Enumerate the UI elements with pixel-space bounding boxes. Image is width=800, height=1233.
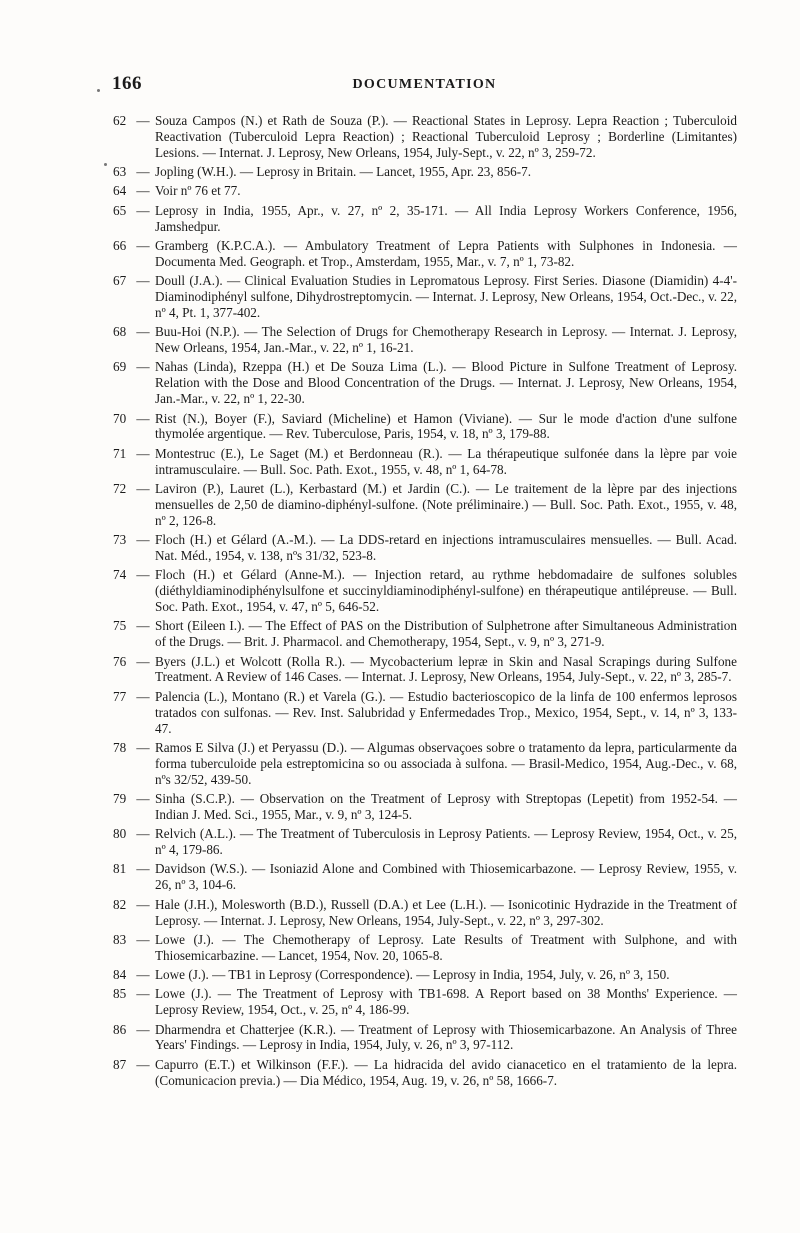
- entry-number: 74: [113, 567, 127, 583]
- entry-text: Lowe (J.). — The Treatment of Leprosy with TB1-698. A Report based on 38 Months' Experience. — Leprosy Review, 1954, Oct., v. 25, nº 4, 186-99.: [155, 986, 737, 1018]
- entry-number: 68: [113, 324, 127, 340]
- entry-text: Voir nº 76 et 77.: [155, 183, 241, 199]
- entry-text: Buu-Hoi (N.P.). — The Selection of Drugs for Chemotherapy Research in Leprosy. — Internat. J. Leprosy, New Orleans, 1954, Jan.-Mar., v. 22, nº 1, 16-21.: [155, 324, 737, 356]
- entry-number: 63: [113, 164, 127, 180]
- entry-text: Souza Campos (N.) et Rath de Souza (P.). — Reactional States in Leprosy. Lepra Reaction ; Tuberculoid Reactivation (Tuberculoid Lepra Reaction) ; Reactional Tuberculoid Leprosy ; Borderline (Limitantes) Lesions. — Internat. J. Leprosy, New Orleans, 1954, July-Sept., v. 22, nº 3, 259-72.: [155, 113, 737, 160]
- entry-dash: —: [136, 273, 150, 289]
- entry-number: 64: [113, 183, 127, 199]
- entry-text: Nahas (Linda), Rzeppa (H.) et De Souza Lima (L.). — Blood Picture in Sulfone Treatment of Leprosy. Relation with the Dose and Blood Concentration of the Drugs. — Internat. J. Leprosy, New Orleans, 1954, Jan.-Mar., v. 22, nº 1, 22-30.: [155, 359, 737, 407]
- entry-number: 84: [113, 967, 127, 982]
- entry-dash: —: [136, 359, 150, 375]
- entry-text: Gramberg (K.P.C.A.). — Ambulatory Treatment of Lepra Patients with Sulphones in Indonesia. — Documenta Med. Geograph. et Trop., Amsterdam, 1955, Mar., v. 7, nº 1, 73-82.: [155, 237, 737, 269]
- entry-dash: —: [136, 688, 150, 704]
- page-number: 166: [112, 73, 142, 94]
- entry-dash: —: [136, 618, 150, 634]
- bibliography-entry: [113, 532, 737, 564]
- entry-number: 76: [113, 653, 127, 669]
- running-head: DOCUMENTATION: [352, 77, 497, 92]
- bibliography-entry: [113, 791, 737, 823]
- bibliography-entry: [113, 481, 737, 529]
- entry-text: Floch (H.) et Gélard (A.-M.). — La DDS-retard en injections intramusculaires mensuelles. — Bull. Acad. Nat. Méd., 1954, v. 138, nºs 31/32, 523-8.: [155, 532, 737, 563]
- entry-number: 82: [113, 896, 127, 912]
- entry-dash: —: [136, 653, 150, 669]
- bibliography-entry: [113, 618, 737, 650]
- bibliography-entry: [113, 1022, 737, 1054]
- entry-dash: —: [136, 445, 150, 461]
- bibliography-entry: [113, 986, 737, 1018]
- bibliography-entry: [113, 654, 737, 686]
- bibliography-entry: [113, 411, 737, 443]
- entry-dash: —: [136, 967, 150, 982]
- entry-number: 86: [113, 1021, 127, 1037]
- scan-speck: [97, 89, 100, 92]
- entry-dash: —: [136, 164, 150, 180]
- entry-text: Byers (J.L.) et Wolcott (Rolla R.). — Mycobacterium lepræ in Skin and Nasal Scrapings during Sulfone Treatment. A Review of 146 Cases. — Internat. J. Leprosy, New Orleans, 1954, July-Sept., v. 22, nº 3, 285-7.: [155, 653, 737, 685]
- bibliography-entry: [113, 567, 737, 615]
- entry-number: 85: [113, 986, 127, 1002]
- bibliography-entry: [113, 359, 737, 407]
- bibliography-entry: [113, 932, 737, 964]
- bibliography-entry: [113, 324, 737, 356]
- entry-dash: —: [136, 986, 150, 1002]
- bibliography-entry: [113, 740, 737, 788]
- entry-text: Relvich (A.L.). — The Treatment of Tuberculosis in Leprosy Patients. — Leprosy Review, 1954, Oct., v. 25, nº 4, 179-86.: [155, 826, 737, 858]
- entry-dash: —: [136, 896, 150, 912]
- entry-text: Dharmendra et Chatterjee (K.R.). — Treatment of Leprosy with Thiosemicarbazone. An Analysis of Three Years' Findings. — Leprosy in India, 1954, July, v. 26, nº 3, 97-112.: [155, 1021, 737, 1053]
- bibliography-entry: [113, 203, 737, 235]
- entry-text: Laviron (P.), Lauret (L.), Kerbastard (M.) et Jardin (C.). — Le traitement de la lèpre par des injections mensuelles de 2,50 de diamino-diphényl-sulfone. (Note préliminaire.) — Bull. Soc. Path. Exot., 1955, v. 48, nº 2, 126-8.: [155, 480, 737, 528]
- entry-dash: —: [136, 324, 150, 340]
- entry-dash: —: [136, 826, 150, 842]
- entry-dash: —: [136, 861, 150, 877]
- entry-text: Sinha (S.C.P.). — Observation on the Treatment of Leprosy with Streptopas (Lepetit) from 1952-54. — Indian J. Med. Sci., 1955, Mar., v. 9, nº 3, 124-5.: [155, 790, 737, 822]
- entry-number: 75: [113, 618, 127, 634]
- bibliography-entry: [113, 113, 737, 161]
- entry-number: 87: [113, 1056, 127, 1072]
- entry-number: 80: [113, 826, 127, 842]
- entry-number: 81: [113, 861, 127, 877]
- bibliography-list: [113, 113, 737, 1092]
- entry-number: 73: [113, 532, 127, 548]
- entry-text: Palencia (L.), Montano (R.) et Varela (G.). — Estudio bacterioscopico de la linfa de 100 enfermos leprosos tratados con sulfonas. — Rev. Inst. Salubridad y Enfermedades Trop., Mexico, 1954, Sept., v. 14, nº 3, 133-47.: [155, 688, 737, 736]
- entry-text: Lowe (J.). — TB1 in Leprosy (Correspondence). — Leprosy in India, 1954, July, v. 26, nº 3, 150.: [155, 967, 670, 982]
- entry-number: 77: [113, 688, 127, 704]
- entry-dash: —: [136, 1056, 150, 1072]
- bibliography-entry: [113, 897, 737, 929]
- entry-dash: —: [136, 480, 150, 496]
- entry-dash: —: [136, 1021, 150, 1037]
- entry-text: Montestruc (E.), Le Saget (M.) et Berdonneau (R.). — La thérapeutique sulfonée dans la lèpre par voie intramusculaire. — Bull. Soc. Path. Exot., 1955, v. 48, nº 1, 64-78.: [155, 445, 737, 477]
- bibliography-entry: [113, 273, 737, 321]
- entry-text: Leprosy in India, 1955, Apr., v. 27, nº 2, 35-171. — All India Leprosy Workers Conference, 1956, Jamshedpur.: [155, 202, 737, 234]
- entry-dash: —: [136, 931, 150, 947]
- entry-dash: —: [136, 183, 150, 199]
- entry-text: Floch (H.) et Gélard (Anne-M.). — Injection retard, au rythme hebdomadaire de sulfones solubles (diéthyldiaminodiphénylsulfone et succinyldiaminodiphényl-sulfone) en thérapeutique antilépreuse. — Bull. Soc. Path. Exot., 1954, v. 47, nº 5, 646-52.: [155, 567, 737, 615]
- entry-dash: —: [136, 532, 150, 548]
- entry-dash: —: [136, 202, 150, 218]
- entry-text: Jopling (W.H.). — Leprosy in Britain. — Lancet, 1955, Apr. 23, 856-7.: [155, 164, 532, 180]
- entry-number: 66: [113, 237, 127, 253]
- entry-number: 72: [113, 480, 127, 496]
- entry-text: Doull (J.A.). — Clinical Evaluation Studies in Lepromatous Leprosy. First Series. Diasone (Diamidin) 4-4'-Diaminodiphényl sulfone, Dihydrostreptomycin. — Internat. J. Leprosy, New Orleans, 1954, Oct.-Dec., v. 22, nº 4, Pt. 1, 377-402.: [155, 273, 737, 320]
- entry-dash: —: [136, 410, 150, 426]
- entry-text: Rist (N.), Boyer (F.), Saviard (Micheline) et Hamon (Viviane). — Sur le mode d'action d'une sulfone thymolée argentique. — Rev. Tuberculose, Paris, 1954, v. 18, nº 3, 179-88.: [155, 410, 737, 442]
- entry-dash: —: [136, 237, 150, 253]
- bibliography-entry: [113, 861, 737, 893]
- bibliography-entry: [113, 238, 737, 270]
- entry-number: 67: [113, 273, 127, 289]
- entry-dash: —: [136, 113, 150, 128]
- entry-number: 65: [113, 202, 127, 218]
- entry-number: 79: [113, 790, 127, 806]
- page-header: [112, 73, 737, 97]
- bibliography-entry: [113, 826, 737, 858]
- entry-number: 78: [113, 739, 127, 755]
- bibliography-entry: [113, 689, 737, 737]
- entry-dash: —: [136, 567, 150, 583]
- entry-number: 70: [113, 410, 127, 426]
- entry-text: Lowe (J.). — The Chemotherapy of Leprosy. Late Results of Treatment with Sulphone, and with Thiosemicarbazine. — Lancet, 1954, Nov. 20, 1065-8.: [155, 931, 737, 963]
- bibliography-entry: [113, 183, 737, 199]
- scan-speck: [104, 163, 107, 166]
- bibliography-entry: [113, 967, 737, 983]
- entry-text: Davidson (W.S.). — Isoniazid Alone and Combined with Thiosemicarbazone. — Leprosy Review, 1955, v. 26, nº 3, 104-6.: [155, 861, 737, 893]
- entry-number: 69: [113, 359, 127, 375]
- entry-text: Ramos E Silva (J.) et Peryassu (D.). — Algumas observaçoes sobre o tratamento da lepra, particularmente da forma tuberculoide pela estreptomicina so ou associada à sulfona. — Brasil-Medico, 1954, Aug.-Dec., v. 68, nºs 32/52, 439-50.: [155, 739, 737, 787]
- bibliography-entry: [113, 1057, 737, 1089]
- entry-dash: —: [136, 739, 150, 755]
- bibliography-entry: [113, 446, 737, 478]
- entry-number: 71: [113, 445, 127, 461]
- entry-text: Hale (J.H.), Molesworth (B.D.), Russell (D.A.) et Lee (L.H.). — Isonicotinic Hydrazide in the Treatment of Leprosy. — Internat. J. Leprosy, New Orleans, 1954, July-Sept., v. 22, nº 3, 297-302.: [155, 896, 737, 928]
- entry-number: 62: [113, 113, 127, 128]
- entry-text: Short (Eileen I.). — The Effect of PAS on the Distribution of Sulphetrone after Simultaneous Administration of the Drugs. — Brit. J. Pharmacol. and Chemotherapy, 1954, Sept., v. 9, nº 3, 271-9.: [155, 618, 737, 650]
- entry-dash: —: [136, 790, 150, 806]
- bibliography-entry: [113, 164, 737, 180]
- entry-text: Capurro (E.T.) et Wilkinson (F.F.). — La hidracida del avido cianacetico en el tratamiento de la lepra. (Comunicacion previa.) — Dia Médico, 1954, Aug. 19, v. 26, nº 58, 1666-7.: [155, 1056, 737, 1088]
- entry-number: 83: [113, 931, 127, 947]
